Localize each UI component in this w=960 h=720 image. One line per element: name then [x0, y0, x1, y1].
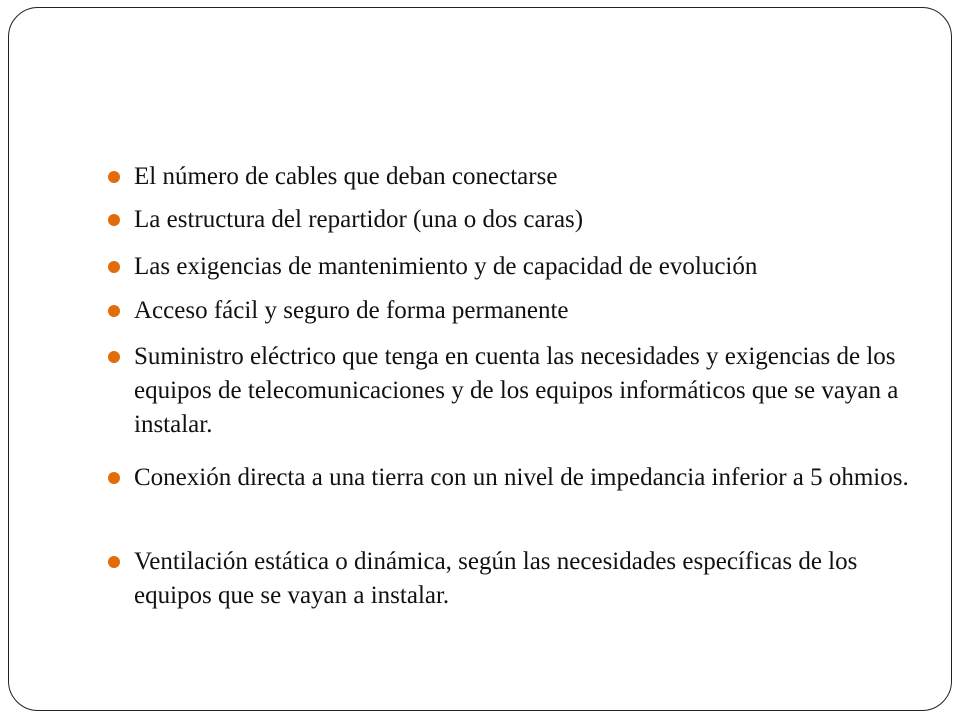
bullet-item-ventilacion — [134, 545, 934, 613]
bullet-item-suministro — [134, 340, 934, 442]
bullet-text: Conexión directa a una tierra con un nivel de impedancia inferior a 5 ohmios. — [134, 464, 909, 491]
bullet-item-conexion — [134, 461, 934, 495]
bullet-dot-icon — [108, 261, 120, 273]
bullet-dot-icon — [108, 171, 120, 183]
bullet-text: Las exigencias de mantenimiento y de capacidad de evolución — [134, 253, 758, 280]
bullet-item-acceso — [134, 294, 934, 328]
bullet-text: Suministro eléctrico que tenga en cuenta las necesidades y exigencias de los equipos de telecomunicaciones y de los equipos informáticos que se vayan a instalar. — [134, 343, 899, 438]
bullet-text: El número de cables que deban conectarse — [134, 163, 558, 190]
bullet-dot-icon — [108, 472, 120, 484]
bullet-dot-icon — [108, 351, 120, 363]
bullet-dot-icon — [108, 214, 120, 226]
bullet-item-exigencias — [134, 250, 934, 284]
bullet-item-cables — [134, 160, 934, 194]
bullet-text: Acceso fácil y seguro de forma permanente — [134, 297, 569, 324]
bullet-text: La estructura del repartidor (una o dos caras) — [134, 206, 584, 233]
bullet-dot-icon — [108, 556, 120, 568]
bullet-dot-icon — [108, 305, 120, 317]
bullet-text: Ventilación estática o dinámica, según las necesidades específicas de los equipos que se vayan a instalar. — [134, 548, 858, 609]
bullet-item-estructura — [134, 203, 934, 237]
